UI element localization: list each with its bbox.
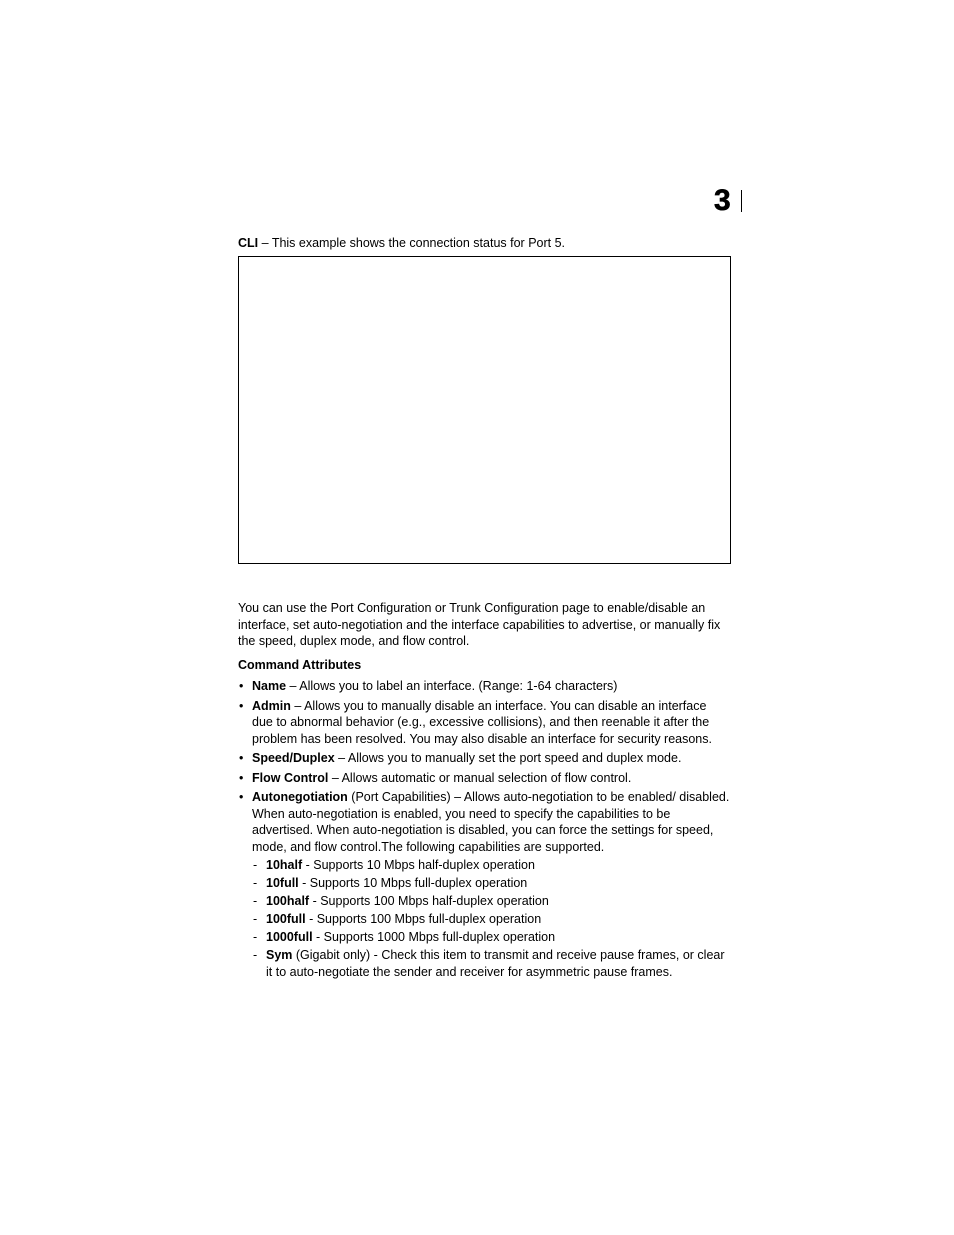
capability-term: 1000full [266,930,313,944]
capability-item [252,947,730,980]
list-item [238,789,730,980]
attribute-desc: – Allows automatic or manual selection of flow control. [328,770,632,785]
attribute-term: Name [252,679,287,693]
list-item [238,698,730,748]
capability-desc: - Supports 100 Mbps half-duplex operation [309,894,549,908]
attribute-desc: – Allows you to label an interface. (Range: 1-64 characters) [286,679,618,693]
intro-paragraph: You can use the Port Configuration or Trunk Configuration page to enable/disable an interface, set auto-negotiation and the interface capabilities to advertise, or manually fix the speed, duplex mode, and flow control. [238,601,721,648]
attribute-list [238,678,730,983]
capability-desc: - Supports 1000 Mbps full-duplex operation [312,930,556,944]
capability-item [252,857,730,874]
capability-desc: - Supports 10 Mbps full-duplex operation [298,876,528,890]
attribute-term: Autonegotiation [252,790,348,804]
capability-desc: - Supports 100 Mbps full-duplex operation [305,912,542,926]
attribute-desc: – Allows you to manually set the port speed and duplex mode. [334,751,682,765]
capability-term: 10full [266,876,299,890]
capability-item [252,929,730,946]
attribute-term: Flow Control [252,770,329,785]
capability-term: 100full [266,912,306,926]
attribute-desc: (Port Capabilities) – Allows auto-negotiation to be enabled/ disabled. When auto-negotiation is enabled, you need to specify the capabilities to be advertised. When auto-negotiation is disabled, you can force the settings for speed, mode, and flow control.The following capabilities are supported. [252,790,730,854]
capability-item [252,911,730,928]
capability-item [252,893,730,910]
attribute-term: Admin [252,698,291,713]
cli-caption [238,235,730,252]
section-heading: Command Attributes [238,658,362,672]
chapter-number: 3 [714,184,731,217]
chapter-divider [741,190,742,212]
capability-term: 100half [266,894,310,908]
list-item [238,770,730,787]
capability-item [252,875,730,892]
attribute-term: Speed/Duplex [252,751,335,765]
cli-caption-text: – This example shows the connection status for Port 5. [258,236,566,250]
list-item [238,750,730,767]
cli-label: CLI [238,236,259,250]
capability-list [252,857,730,980]
cli-output-box [238,256,731,564]
attribute-desc: – Allows you to manually disable an interface. You can disable an interface due to abnormal behavior (e.g., excessive collisions), and then reenable it after the problem has been resolved. You may also disable an interface for security reasons. [252,698,712,746]
capability-desc: - Supports 10 Mbps half-duplex operation [302,858,535,872]
capability-term: Sym [266,948,293,962]
capability-desc: (Gigabit only) - Check this item to transmit and receive pause frames, or clear it to auto-negotiate the sender and receiver for asymmetric pause frames. [266,948,725,979]
capability-term: 10half [266,858,303,872]
list-item [238,678,730,695]
